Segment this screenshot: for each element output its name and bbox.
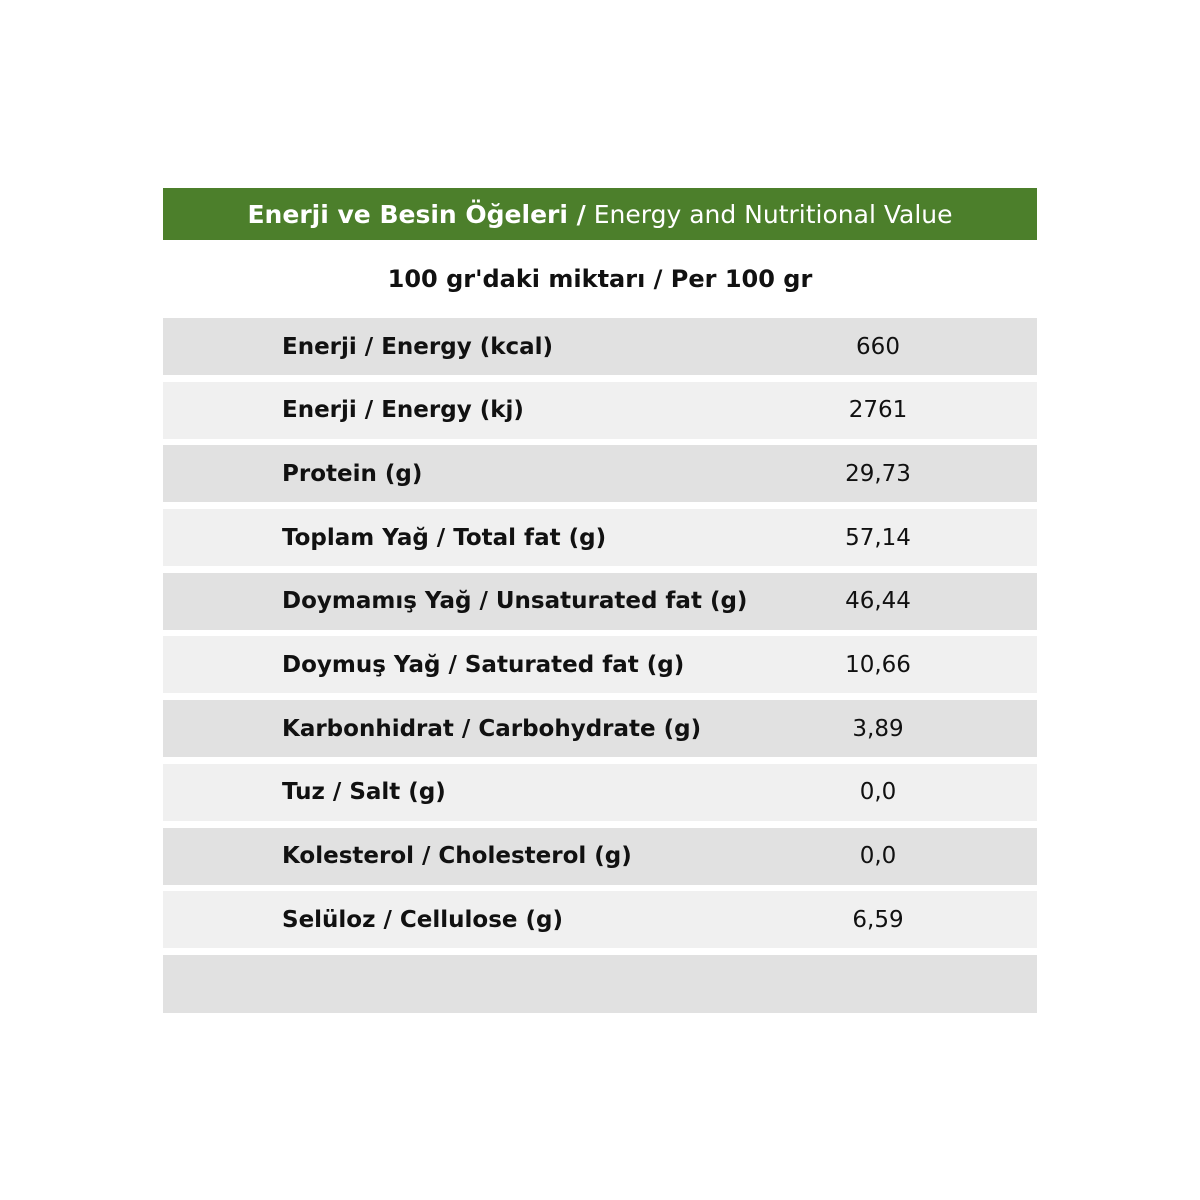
nutrient-label: Doymamış Yağ / Unsaturated fat (g) <box>282 588 748 615</box>
nutrient-value: 10,66 <box>845 651 911 678</box>
table-row <box>163 573 1037 630</box>
nutrient-value: 57,14 <box>845 524 911 551</box>
nutrient-value: 29,73 <box>845 460 911 487</box>
header-title-tr: Enerji ve Besin Öğeleri / <box>247 199 586 229</box>
nutrient-value: 660 <box>856 333 900 360</box>
table-row <box>163 382 1037 439</box>
table-header <box>163 188 1037 240</box>
nutrient-label: Toplam Yağ / Total fat (g) <box>282 524 607 551</box>
table-row <box>163 509 1037 566</box>
nutrient-label: Selüloz / Cellulose (g) <box>282 906 563 933</box>
nutrient-label: Enerji / Energy (kj) <box>282 397 524 424</box>
nutrient-label: Kolesterol / Cholesterol (g) <box>282 843 632 869</box>
table-row <box>163 700 1037 757</box>
nutrient-label: Enerji / Energy (kcal) <box>282 333 554 360</box>
table-row <box>163 445 1037 502</box>
table-row <box>163 636 1037 693</box>
nutrient-label: Karbonhidrat / Carbohydrate (g) <box>282 715 702 742</box>
serving-size-label: 100 gr'daki miktarı / Per 100 gr <box>387 265 813 293</box>
nutrition-table <box>163 188 1037 1013</box>
nutrient-value: 6,59 <box>852 906 904 933</box>
nutrient-label: Doymuş Yağ / Saturated fat (g) <box>282 651 685 678</box>
nutrient-value: 0,0 <box>859 779 897 806</box>
table-row <box>163 828 1037 885</box>
table-row <box>163 764 1037 821</box>
empty-row <box>163 955 1037 1013</box>
nutrient-value: 2761 <box>848 397 908 424</box>
nutrient-value: 0,0 <box>859 843 897 869</box>
header-title-en: Energy and Nutritional Value <box>593 199 953 229</box>
nutrient-value: 3,89 <box>852 715 904 742</box>
table-row <box>163 891 1037 948</box>
nutrient-value: 46,44 <box>845 588 911 615</box>
table-row <box>163 318 1037 375</box>
nutrition-rows <box>163 318 1037 1013</box>
nutrient-label: Tuz / Salt (g) <box>282 779 446 806</box>
nutrient-label: Protein (g) <box>282 460 423 487</box>
